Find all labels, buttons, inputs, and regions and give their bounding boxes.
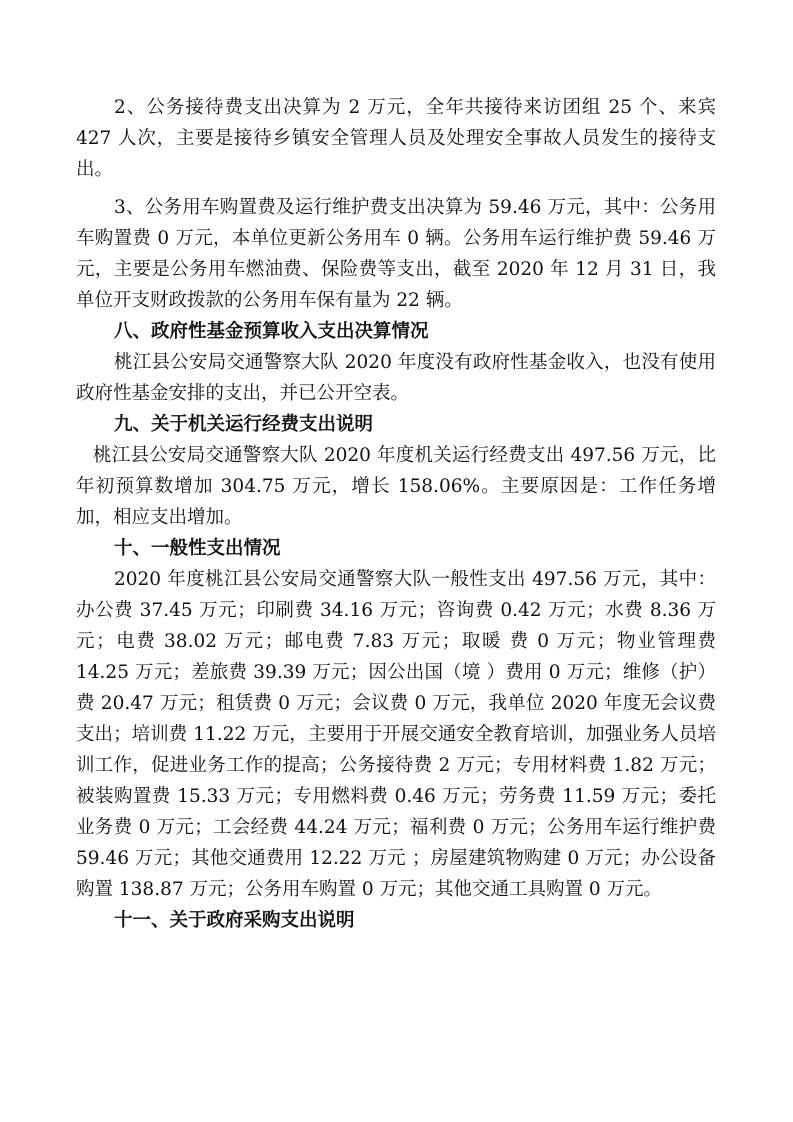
document-body <box>76 92 716 936</box>
heading-government-procurement: 十一、关于政府采购支出说明 <box>114 910 355 931</box>
heading-government-fund: 八、政府性基金预算收入支出决算情况 <box>114 321 429 342</box>
paragraph-general-expense: 2020 年度桃江县公安局交通警察大队一般性支出 497.56 万元，其中：办公费 37.45 万元；印刷费 34.16 万元；咨询费 0.42 万元；水费 8.36 万元；电费 38.02 万元；邮电费 7.83 万元；取暖 费 0 万元；物业管理费 14.25 万元；差旅费 39.39 万元；因公出国（境 ）费用 0 万元；维修（护）费 20.47 万元；租赁费 0 万元；会议费 0 万元，我单位 2020 年度无会议费支出；培训费 11.22 万元，主要用于开展交通安全教育培训，加强业务人员培训工作，促进业务工作的提高；公务接待费 2 万元；专用材料费 1.82 万元；被装购置费 15.33 万元；专用燃料费 0.46 万元；劳务费 11.59 万元；委托业务费 0 万元；工会经费 44.24 万元；福利费 0 万元；公务用车运行维护费 59.46 万元；其他交通费用 12.22 万元 ；房屋建筑物购建 0 万元；办公设备购置 138.87 万元；公务用车购置 0 万元；其他交通工具购置 0 万元。 <box>76 569 716 900</box>
heading-general-expense: 十、一般性支出情况 <box>114 538 281 559</box>
paragraph-government-fund: 桃江县公安局交通警察大队 2020 年度没有政府性基金收入，也没有使用政府性基金安排的支出，并已公开空表。 <box>76 352 716 404</box>
heading-operating-expense: 九、关于机关运行经费支出说明 <box>114 414 374 435</box>
paragraph-operating-expense: 桃江县公安局交通警察大队 2020 年度机关运行经费支出 497.56 万元，比年初预算数增加 304.75 万元，增长 158.06%。主要原因是：工作任务增加，相应支出增加。 <box>76 445 716 528</box>
paragraph-reception-expense: 2、公务接待费支出决算为 2 万元，全年共接待来访团组 25 个、来宾 427 人次，主要是接待乡镇安全管理人员及处理安全事故人员发生的接待支出。 <box>76 97 716 180</box>
paragraph-vehicle-expense: 3、公务用车购置费及运行维护费支出决算为 59.46 万元，其中：公务用车购置费 0 万元，本单位更新公务用车 0 辆。公务用车运行维护费 59.46 万元，主要是公务用车燃油费、保险费等支出，截至 2020 年 12 月 31 日，我单位开支财政拨款的公务用车保有量为 22 辆。 <box>76 197 716 311</box>
